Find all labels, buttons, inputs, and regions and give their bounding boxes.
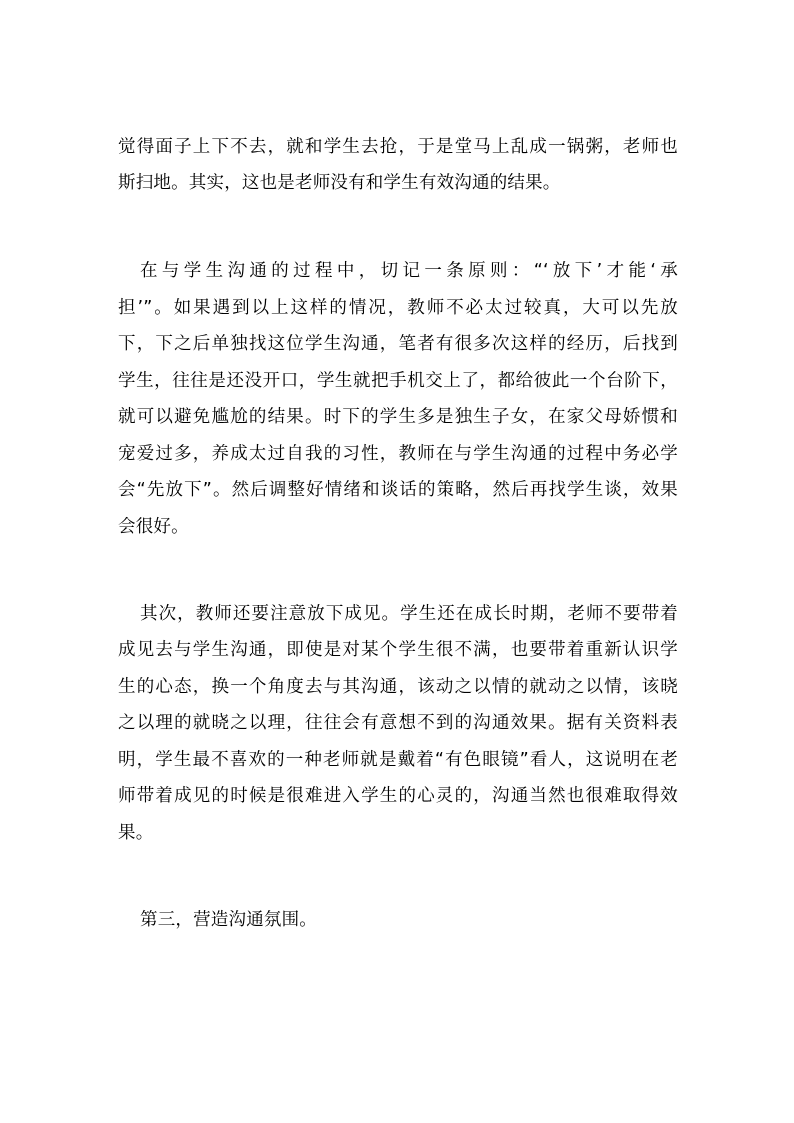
paragraph-3-line-5: 明，学生最不喜欢的一种老师就是戴着“有色眼镜”看人，这说明在老 [118,750,678,770]
paragraph-3-line-3: 生的心态，换一个角度去与其沟通，该动之以情的就动之以情，该晓 [118,677,678,697]
paragraph-2-line-8: 会很好。 [118,517,189,537]
paragraph-3-line-6: 师带着成见的时候是很难进入学生的心灵的，沟通当然也很难取得效 [118,786,678,806]
paragraph-2-line-3: 下，下之后单独找这位学生沟通，笔者有很多次这样的经历，后找到 [118,334,678,354]
paragraph-3-line-1: 其次，教师还要注意放下成见。学生还在成长时期，老师不要带着 [140,604,678,624]
paragraph-2-line-5: 就可以避免尴尬的结果。时下的学生多是独生子女，在家父母娇惯和 [118,407,678,427]
paragraph-3-line-2: 成见去与学生沟通，即使是对某个学生很不满，也要带着重新认识学 [118,640,678,660]
paragraph-2-line-2: 担’”。如果遇到以上这样的情况，教师不必太过较真，大可以先放 [118,298,678,318]
paragraph-2-line-1: 在与学生沟通的过程中，切记一条原则：“‘放下’才能‘承 [140,261,678,281]
paragraph-3-line-4: 之以理的就晓之以理，往往会有意想不到的沟通效果。据有关资料表 [118,713,678,733]
paragraph-3-line-7: 果。 [118,823,154,843]
paragraph-1-line-1: 觉得面子上下不去，就和学生去抢，于是堂马上乱成一锅粥，老师也 [118,137,678,157]
paragraph-4-line-1: 第三，营造沟通氛围。 [140,910,317,930]
paragraph-1-line-2: 斯扫地。其实，这也是老师没有和学生有效沟通的结果。 [118,173,561,193]
paragraph-2-line-6: 宠爱过多，养成太过自我的习性，教师在与学生沟通的过程中务必学 [118,444,678,464]
paragraph-2-line-4: 学生，往往是还没开口，学生就把手机交上了，都给彼此一个台阶下， [118,371,678,391]
paragraph-2-line-7: 会“先放下”。然后调整好情绪和谈话的策略，然后再找学生谈，效果 [118,480,678,500]
